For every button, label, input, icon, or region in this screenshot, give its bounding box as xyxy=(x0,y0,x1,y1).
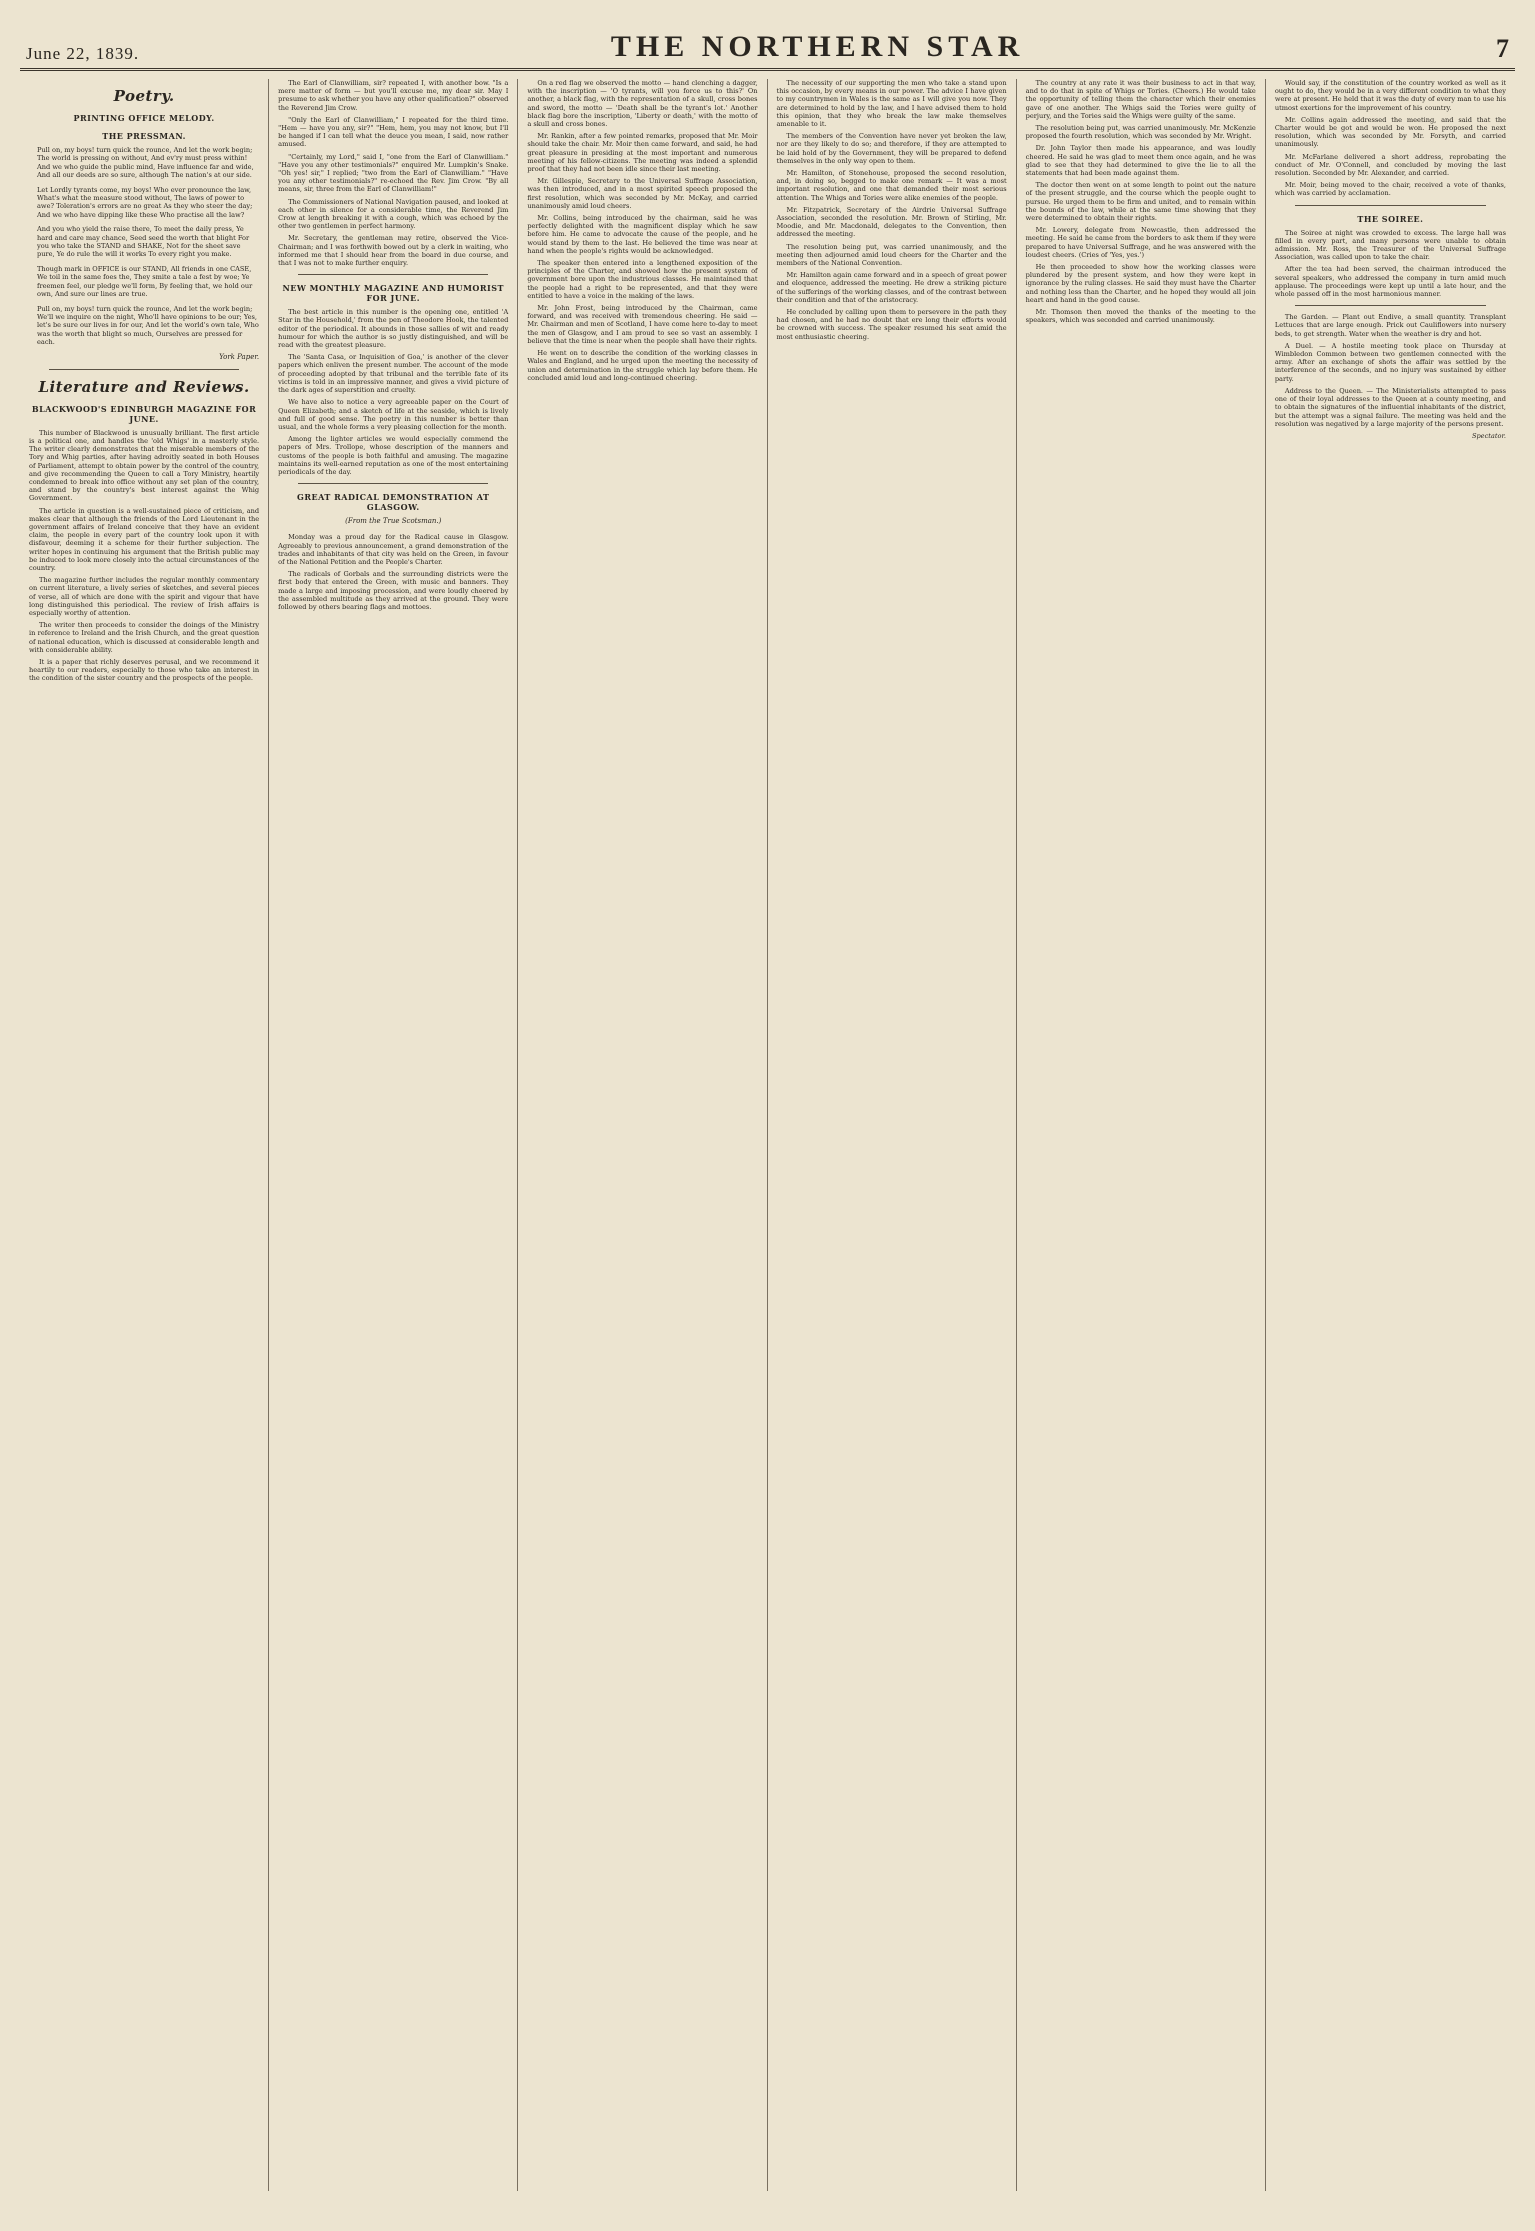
divider xyxy=(298,483,488,484)
article-paragraph: It is a paper that richly deserves perusal, and we recommend it heartily to our readers, especially to those who take an interest in the condition of the sister country and the prospects of the people. xyxy=(29,658,260,683)
article-paragraph: Mr. John Frost, being introduced by the Chairman, came forward, and was received with tremendous cheering. He said — Mr. Chairman and men of Scotland, I have come here to-day to meet the men of Glasgow, and I am proud to see so vast an assembly. I believe that the time is near when the people shall have their rights. xyxy=(527,304,758,345)
article-paragraph: Dr. John Taylor then made his appearance, and was loudly cheered. He said he was glad to meet them once again, and he was glad to see that they had determined to give the lie to all the statements that had been made against them. xyxy=(1025,144,1256,178)
column-6 xyxy=(1266,79,1515,2191)
newspaper-page xyxy=(20,20,1515,2191)
column-2 xyxy=(269,79,518,2191)
article-paragraph: This number of Blackwood is unusually brilliant. The first article is a political one, and handles the 'old Whigs' in a masterly style. The writer clearly demonstrates that the miserable members of the Tory and Whig parties, after having adroitly seated in both Houses of Parliament, attempt to obtain power by the control of the country, and give recommending the Queen to call a Tory Ministry, heartily condemned to break into office without any set plan of the country, and stand by the country's best interest against the Whig Government. xyxy=(29,428,260,503)
article-paragraph: The members of the Convention have never yet broken the law, nor are they likely to do so; and therefore, if they are attempted to be laid hold of by the Government, they will be prepared to defend themselves in the only way open to them. xyxy=(776,132,1007,165)
poem-stanza: Though mark in OFFICE is our STAND, All friends in one CASE, We toil in the same foes the, They smite a tale a fest by woe; Ye freemen feel, our pledge we'll form, By feeling that, we hold our own, And sure our lines are true. xyxy=(37,264,253,299)
article-paragraph: Mr. Fitzpatrick, Secretary of the Airdrie Universal Suffrage Association, seconded the resolution. Mr. Brown of Stirling, Mr. Moodie, and Mr. Macdonald, delegates to the Convention, then addressed the meeting. xyxy=(776,205,1007,239)
page-number: 7 xyxy=(1496,34,1509,63)
article-paragraph: Mr. Moir, being moved to the chair, received a vote of thanks, which was carried by acclamation. xyxy=(1274,181,1506,198)
article-paragraph: Mr. Lowery, delegate from Newcastle, then addressed the meeting. He said he came from the borders to ask them if they were prepared to have Universal Suffrage, and he was answered with the loudest cheers. (Cries of 'Yes, yes.') xyxy=(1025,226,1256,259)
masthead xyxy=(20,20,1515,71)
issue-date: June 22, 1839. xyxy=(26,44,140,63)
newspaper-title: THE NORTHERN STAR xyxy=(610,30,1025,63)
article-source: (From the True Scotsman.) xyxy=(345,517,442,526)
article-paragraph: The best article in this number is the opening one, entitled 'A Star in the Household,' from the pen of Theodore Hook, the talented editor of the periodical. It abounds in those sallies of wit and ready humour for which the author is so justly distinguished, and will be read with the greatest pleasure. xyxy=(278,308,509,350)
article-paragraph: The Commissioners of National Navigation paused, and looked at each other in silence for a considerable time, the Reverend Jim Crow at length breaking it with a cough, which was echoed by the other two gentlemen in perfect harmony. xyxy=(278,197,509,231)
divider xyxy=(1295,205,1486,206)
column-1 xyxy=(20,79,269,2191)
column-4 xyxy=(768,79,1017,2191)
article-paragraph: Mr. Hamilton again came forward and in a speech of great power and eloquence, addressed the meeting. He drew a striking picture of the sufferings of the working classes, and of the contrast between their condition and that of the aristocracy. xyxy=(776,271,1007,304)
poem-stanza: And you who yield the raise there, To meet the daily press, Ye hard and care may chance, Seed seed the worth that blight For you who take the STAND and SHAKE, Not for the sheet save pure, Ye do rule the will it works To every right you make. xyxy=(37,225,250,259)
article-paragraph: The resolution being put, was carried unanimously, and the meeting then adjourned amid loud cheers for the Charter and the members of the National Convention. xyxy=(776,242,1007,268)
article-paragraph: Monday was a proud day for the Radical cause in Glasgow. Agreeably to previous announcement, a grand demonstration of the trades and inhabitants of that city was held on the Green, in favour of the National Petition and the People's Charter. xyxy=(278,533,509,566)
poem-stanza: Pull on, my boys! turn quick the rounce, And let the work begin; We'll we inquire on the night, Who'll have opinions to be our; Yes, let's be sure our lives in for our, And let the world's own tale, Who was the worth that blight so much, Ourselves are pressed for each. xyxy=(37,304,259,347)
article-paragraph: He went on to describe the condition of the working classes in Wales and England, and he urged upon the meeting the necessity of union and determination in the struggle which lay before them. He concluded amid loud and long-continued cheering. xyxy=(527,349,758,382)
article-paragraph: He concluded by calling upon them to persevere in the path they had chosen, and he had no doubt that ere long their efforts would be crowned with success. The speaker resumed his seat amid the most enthusiastic cheering. xyxy=(776,308,1007,341)
article-paragraph: "Certainly, my Lord," said I, "one from the Earl of Clanwilliam." "Have you any other testimonials?" enquired Mr. Lumpkin's Snake. "Oh yes! sir," I replied; "two from the Earl of Clanwilliam." "Have you any other testimonials?" re-echoed the Rev. Jim Crow. "By all means, sir, three from the Earl of Clanwilliam!" xyxy=(278,152,509,194)
article-paragraph: Mr. Secretary, the gentleman may retire, observed the Vice-Chairman; and I was forthwith bowed out by a clerk in waiting, who informed me that I should hear from the board in due course, and that I was not to make further enquiry. xyxy=(278,234,509,268)
article-paragraph: The radicals of Gorbals and the surrounding districts were the first body that entered the Green, with music and banners. They made a large and imposing procession, and were loudly cheered by the assembled multitude as they arrived at the ground. They were followed by others bearing flags and mottoes. xyxy=(278,570,509,611)
article-paragraph: "Only the Earl of Clanwilliam," I repeated for the third time. "Hem — have you any, sir?" "Hem, hem, you may not know, but I'll be hanged if I can tell what the deuce you mean, I said, now rather amused. xyxy=(278,115,509,149)
article-paragraph: The Garden. — Plant out Endive, a small quantity. Transplant Lettuces that are large enough. Prick out Cauliflowers into nursery beds, to get strength. Water when the weather is dry and hot. xyxy=(1274,313,1506,338)
article-paragraph: A Duel. — A hostile meeting took place on Thursday at Wimbledon Common between two gentlemen connected with the army. After an exchange of shots the affair was settled by the interference of the seconds, and no injury was sustained by either party. xyxy=(1274,341,1506,383)
article-source: Spectator. xyxy=(1471,431,1506,440)
poem-title: PRINTING OFFICE MELODY. xyxy=(73,113,215,123)
article-paragraph: After the tea had been served, the chairman introduced the several speakers, who addressed the company in turn amid much applause. The proceedings were kept up until a late hour, and the whole passed off in the most harmonious manner. xyxy=(1274,265,1506,299)
article-paragraph: Mr. Rankin, after a few pointed remarks, proposed that Mr. Moir should take the chair. Mr. Moir then came forward, and said, he had great pleasure in presiding at the most important and numerous meeting of his fellow-citizens. The meeting was indeed a splendid proof that they had not been idle since their last meeting. xyxy=(527,132,758,174)
columns xyxy=(20,79,1515,2191)
divider xyxy=(49,369,239,370)
poem-stanza: Let Lordly tyrants come, my boys! Who ever pronounce the law, What's what the measure stood without, The laws of power to awe? Toleration's errors are no great As they who steer the day; And we who have dipping like these Who practise all the law? xyxy=(37,185,253,219)
article-paragraph: Address to the Queen. — The Ministerialists attempted to pass one of their loyal addresses to the Queen at a county meeting, and to obtain the signatures of the influential inhabitants of the district, but the attempt was a signal failure. The meeting was held and the resolution was negatived by a large majority of the persons present. xyxy=(1274,386,1506,428)
section-heading-literature: Literature and Reviews. xyxy=(38,377,250,396)
article-paragraph: The article in question is a well-sustained piece of criticism, and makes clear that although the friends of the Lord Lieutenant in the government affairs of Ireland conceive that they have an evident claim, the people in every part of the country look upon it with disfavour, deeming it a scheme for their further subjection. The writer hopes in continuing his argument that the British public may be induced to look more closely into the actual circumstances of the country. xyxy=(29,506,260,572)
article-paragraph: Mr. Collins, being introduced by the chairman, said he was perfectly delighted with the magnificent display which he saw before him. He came to advocate the cause of the people, and he would stand by them to the last. He believed the time was near at hand when the people's rights would be acknowledged. xyxy=(527,214,758,255)
article-paragraph: The country at any rate it was their business to act in that way, and to do that in spite of Whigs or Tories. (Cheers.) He would take the opportunity of telling them the character which their enemies gave of one another. The Whigs said the Tories were guilty of perjury, and the Tories said the Whigs were guilty of the same. xyxy=(1025,79,1256,120)
article-paragraph: Mr. Thomson then moved the thanks of the meeting to the speakers, which was seconded and carried unanimously. xyxy=(1025,308,1256,325)
article-paragraph: The necessity of our supporting the men who take a stand upon this occasion, by every means in our power. The advice I have given to my countrymen in Wales is the same as I will give you now. They are determined to hold by the law, and I have advised them to hold this opinion, that they who break the law make themselves amenable to it. xyxy=(776,79,1007,129)
article-paragraph: The resolution being put, was carried unanimously. Mr. McKenzie proposed the fourth resolution, which was seconded by Mr. Wright. xyxy=(1025,124,1256,141)
article-paragraph: Would say, if the constitution of the country worked as well as it ought to do, they would be in a very different condition to what they were at present. He held that it was the duty of every man to use his utmost exertions for the improvement of his country. xyxy=(1274,79,1506,112)
article-paragraph: Mr. Hamilton, of Stonehouse, proposed the second resolution, and, in doing so, begged to make one remark — It was a most important resolution, and one that demanded their most serious attention. The Whigs and Tories were alike enemies of the people. xyxy=(776,169,1007,202)
poem-source: York Paper. xyxy=(219,352,260,361)
article-paragraph: Mr. Gillespie, Secretary to the Universal Suffrage Association, was then introduced, and in a most spirited speech proposed the first resolution, which was seconded by Mr. McKay, and carried unanimously amid loud cheers. xyxy=(527,177,758,210)
article-paragraph: The magazine further includes the regular monthly commentary on current literature, a lively series of sketches, and several pieces of verse, all of which are done with the spirit and vigour that have long distinguished this periodical. The review of Irish affairs is especially worthy of attention. xyxy=(29,576,260,617)
article-paragraph: The doctor then went on at some length to point out the nature of the present struggle, and the course which the people ought to pursue. He urged them to be firm and united, and to remain within the bounds of the law, while at the same time showing that they were determined to obtain their rights. xyxy=(1025,181,1256,223)
article-paragraph: The 'Santa Casa, or Inquisition of Goa,' is another of the clever papers which enliven the present number. The account of the mode of proceeding adopted by that tribunal and the terrible fate of its victims is told in an impressive manner, and gives a vivid picture of the dark ages of superstition and cruelty. xyxy=(278,353,509,395)
poem-stanza: Pull on, my boys! turn quick the rounce, And let the work begin; The world is pressing on without, And ev'ry must press within! And we who guide the public mind, Have influence far and wide, And all our deeds are so sure, although The nation's at our side. xyxy=(37,146,254,180)
divider xyxy=(298,274,488,275)
article-heading: THE SOIREE. xyxy=(1357,213,1424,224)
article-paragraph: The Soiree at night was crowded to excess. The large hall was filled in every part, and many persons were unable to obtain admission. Mr. Ross, the Treasurer of the Universal Suffrage Association, was called upon to take the chair. xyxy=(1274,228,1506,262)
article-paragraph: The speaker then entered into a lengthened exposition of the principles of the Charter, and showed how the present system of government bore upon the industrious classes. He maintained that the people had a right to be represented, and that they were entitled to have a voice in the making of the laws. xyxy=(527,259,758,300)
poem xyxy=(29,146,259,347)
section-heading-poetry: Poetry. xyxy=(113,87,175,105)
article-paragraph: Among the lighter articles we would especially commend the papers of Mrs. Trollope, whose description of the manners and customs of the people is both faithful and amusing. The magazine maintains its well-earned reputation as one of the most entertaining periodicals of the day. xyxy=(278,435,509,476)
article-paragraph: The Earl of Clanwilliam, sir? repeated I, with another bow. "Is a mere matter of form — but you'll excuse me, my dear sir. May I presume to ask whether you have any other qualification?" observed the Reverend Jim Crow. xyxy=(278,79,509,112)
article-heading: NEW MONTHLY MAGAZINE AND HUMORIST FOR JUNE. xyxy=(282,283,505,304)
column-3 xyxy=(518,79,767,2191)
article-heading: BLACKWOOD'S EDINBURGH MAGAZINE FOR JUNE. xyxy=(31,403,257,424)
article-heading: GREAT RADICAL DEMONSTRATION AT GLASGOW. xyxy=(297,492,490,513)
column-5 xyxy=(1017,79,1266,2191)
poem-subtitle: THE PRESSMAN. xyxy=(102,131,186,141)
article-paragraph: On a red flag we observed the motto — hand clenching a dagger, with the inscription — 'O tyrants, will you force us to this?' On another, a black flag, with the representation of a skull, cross bones and sword, the motto — 'Death shall be the tyrant's lot.' Another black flag bore the inscription, 'Liberty or death,' with the motto of a skull and cross bones. xyxy=(527,79,758,129)
article-paragraph: Mr. Collins again addressed the meeting, and said that the Charter would be got and would be won. He proposed the next resolution, which was seconded by Mr. Forsyth, and carried unanimously. xyxy=(1274,115,1506,149)
article-paragraph: Mr. McFarlane delivered a short address, reprobating the conduct of Mr. O'Connell, and concluded by moving the last resolution. Seconded by Mr. Alexander, and carried. xyxy=(1274,152,1506,178)
article-paragraph: He then proceeded to show how the working classes were plundered by the present system, and how they were kept in ignorance by the ruling classes. He said they must have the Charter and nothing less than the Charter, and he hoped they would all join heart and hand in the good cause. xyxy=(1025,263,1256,304)
divider xyxy=(1295,305,1486,306)
article-paragraph: We have also to notice a very agreeable paper on the Court of Queen Elizabeth; and a sketch of life at the seaside, which is lively and full of good sense. The poetry in this number is better than usual, and the whole forms a very pleasing collection for the month. xyxy=(278,398,509,431)
article-paragraph: The writer then proceeds to consider the doings of the Ministry in reference to Ireland and the Irish Church, and the great question of national education, which is discussed at considerable length and with considerable ability. xyxy=(29,621,260,654)
